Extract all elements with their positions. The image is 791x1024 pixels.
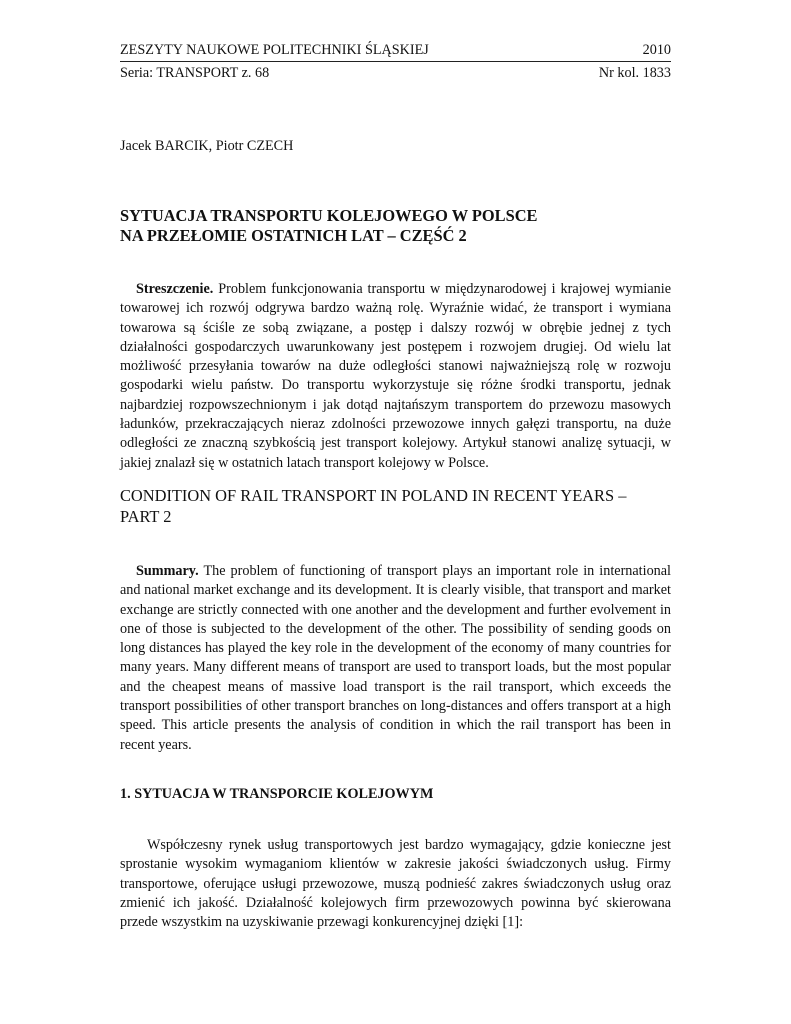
title-english-line-2: PART 2 — [120, 506, 172, 526]
journal-year: 2010 — [642, 42, 671, 58]
abstract-polish-lead: Streszczenie. — [136, 281, 214, 297]
series-label: Seria: TRANSPORT z. 68 — [120, 65, 270, 81]
abstract-english — [120, 562, 671, 755]
abstract-polish — [120, 280, 671, 473]
title-polish — [120, 206, 680, 246]
title-polish-line-1: SYTUACJA TRANSPORTU KOLEJOWEGO W POLSCE — [120, 206, 538, 225]
title-polish-line-2: NA PRZEŁOMIE OSTATNICH LAT – CZĘŚĆ 2 — [120, 226, 467, 245]
abstract-english-text: The problem of functioning of transport plays an important role in international and national market exchange and its development. It is clearly visible, that transport and market exchange are strictly connected with one another and the development and further evolvement in one of those is subjected to the development of the other. The possibility of sending goods on long distances has played the key role in the development of the economy of many countries for many years. Many different means of transport are used to transport loads, but the most popular and the cheapest means of massive load transport is the rail transport, which exceeds the transport possibilities of other transport branches on long-distances and offers transport at a high speed. This article presents the analysis of condition in which the rail transport has been in recent years. — [120, 563, 671, 753]
body-paragraph: Współczesny rynek usług transportowych jest bardzo wymagający, gdzie konieczne jest sprostanie wysokim wymaganiom klientów w zakresie jakości świadczonych usług. Firmy transportowe, oferujące usługi przewozowe, muszą podnieść zakres świadczonych usług oraz zmienić ich jakość. Działalność kolejowych firm przewozowych powinna być skierowana przede wszystkim na uzyskiwanie przewagi konkurencyjnej dzięki [1]: — [120, 837, 671, 931]
title-english-line-1: CONDITION OF RAIL TRANSPORT IN POLAND IN RECENT YEARS – — [120, 486, 627, 505]
section-body — [120, 836, 671, 932]
abstract-english-lead: Summary. — [136, 563, 199, 579]
abstract-english-paragraph — [120, 562, 671, 755]
abstract-polish-text: Problem funkcjonowania transportu w międzynarodowej i krajowej wymianie towarowej ich rozwój odgrywa bardzo ważną rolę. Wyraźnie widać, że transport i wymiana towarowa są ściśle ze sobą związane, a postęp i dalszy rozwój w obrębie jednej z tych działalności gospodarczych uwarunkowany jest postępem i rozwojem drugiej. Od wielu lat możliwość przesyłania towarów na duże odległości stanowi najważniejszą rolę w rozwoju gospodarki wielu państw. Do transportu wykorzystuje się różne środki transportu, jednak najbardziej rozpowszechnionym i jak dotąd najtańszym transportem do przewozu masowych ładunków, przekraczających nieraz zdolności przewozowe innych gałęzi transportu, na duże odległości ze znaczną szybkością jest transport kolejowy. Artykuł stanowi analizę sytuacji, w jakiej znalazł się w ostatnich latach transport kolejowy w Polsce. — [120, 281, 671, 471]
running-header — [120, 42, 671, 83]
section-heading: 1. SYTUACJA W TRANSPORCIE KOLEJOWYM — [120, 786, 434, 802]
issue-number: Nr kol. 1833 — [598, 65, 671, 81]
header-row-journal — [120, 42, 671, 62]
authors: Jacek BARCIK, Piotr CZECH — [120, 138, 294, 154]
title-english — [120, 486, 675, 527]
abstract-polish-paragraph — [120, 280, 671, 473]
journal-name: ZESZYTY NAUKOWE POLITECHNIKI ŚLĄSKIEJ — [120, 42, 429, 58]
header-row-series — [120, 65, 671, 83]
